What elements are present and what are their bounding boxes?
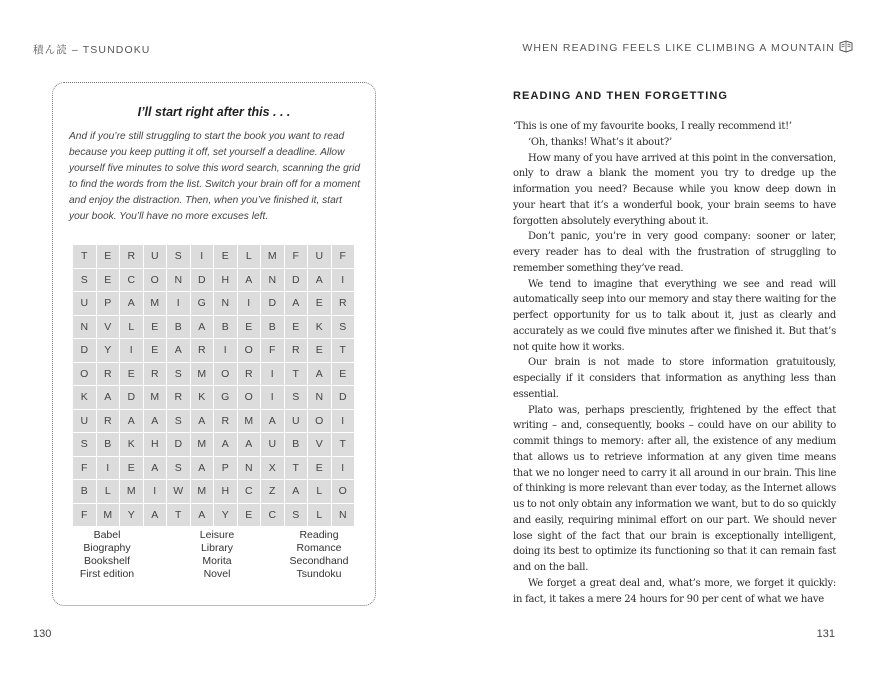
grid-cell: A <box>191 410 214 433</box>
grid-cell: A <box>191 457 214 480</box>
word-list-item: Library <box>200 542 234 554</box>
grid-cell: L <box>238 245 261 268</box>
grid-cell: A <box>285 292 308 315</box>
grid-cell: O <box>214 363 237 386</box>
word-list-item: Leisure <box>199 529 235 541</box>
grid-cell: R <box>120 245 143 268</box>
grid-cell: B <box>261 316 284 339</box>
grid-cell: X <box>261 457 284 480</box>
grid-cell: I <box>191 245 214 268</box>
word-list-column-2 <box>179 529 255 581</box>
section-heading: READING AND THEN FORGETTING <box>513 90 729 102</box>
word-search-box <box>52 82 376 606</box>
grid-cell: V <box>308 433 331 456</box>
grid-cell: N <box>332 504 355 527</box>
grid-cell: Y <box>120 504 143 527</box>
grid-cell: R <box>332 292 355 315</box>
grid-cell: A <box>238 269 261 292</box>
body-paragraph: We tend to imagine that everything we see and read will automatically seep into our memory and stay there waiting for the perfect opportunity for us to talk about it, just as clearly and accurately as we could five minutes after we finished it. But that’s not quite how it works. <box>513 278 836 353</box>
body-paragraph: Plato was, perhaps presciently, frightened by the effect that writing – and, consequently, books – could have on our ability to commit things to memory: after all, the existence of any medium that allows us to retrieve information at any given time means that we no longer need to carry it all around in our brain. This line of thinking is more relevant than ever today, as the Internet allows us to not only obtain any information we want, but to do so quickly and easily, requiring minimal effort on our part. We should never lose sight of the fact that our brain is exceptionally intelligent, doing its best to optimize its functioning so that it can remain fast and on the ball. <box>513 404 836 573</box>
grid-cell: U <box>285 410 308 433</box>
grid-cell: Y <box>214 504 237 527</box>
grid-cell: M <box>191 480 214 503</box>
grid-cell: A <box>191 316 214 339</box>
grid-cell: E <box>238 316 261 339</box>
grid-cell: E <box>144 316 167 339</box>
grid-cell: G <box>191 292 214 315</box>
grid-cell: O <box>238 339 261 362</box>
grid-cell: A <box>120 410 143 433</box>
grid-cell: E <box>144 339 167 362</box>
grid-cell: T <box>285 363 308 386</box>
grid-cell: A <box>144 504 167 527</box>
grid-cell: A <box>144 410 167 433</box>
grid-cell: I <box>144 480 167 503</box>
grid-cell: I <box>261 363 284 386</box>
grid-cell: C <box>120 269 143 292</box>
grid-cell: I <box>167 292 190 315</box>
body-paragraph: Don’t panic, you’re in very good company: sooner or later, every reader has to deal with the frustration of struggling to remember something they’ve read. <box>513 231 836 274</box>
grid-cell: F <box>73 504 96 527</box>
grid-cell: V <box>97 316 120 339</box>
grid-cell: A <box>261 410 284 433</box>
grid-cell: A <box>144 457 167 480</box>
grid-cell: E <box>120 363 143 386</box>
body-text <box>513 119 836 607</box>
grid-cell: A <box>285 480 308 503</box>
grid-cell: M <box>144 386 167 409</box>
grid-cell: I <box>214 339 237 362</box>
grid-cell: T <box>167 504 190 527</box>
word-list-item: Morita <box>202 555 232 567</box>
grid-cell: T <box>332 339 355 362</box>
grid-cell: A <box>97 386 120 409</box>
grid-cell: F <box>332 245 355 268</box>
grid-cell: I <box>261 386 284 409</box>
grid-cell: E <box>332 363 355 386</box>
grid-cell: F <box>73 457 96 480</box>
grid-cell: A <box>214 433 237 456</box>
word-list-item: Reading <box>299 529 339 541</box>
grid-cell: M <box>238 410 261 433</box>
grid-cell: E <box>97 245 120 268</box>
grid-cell: A <box>167 339 190 362</box>
grid-cell: L <box>120 316 143 339</box>
grid-cell: U <box>261 433 284 456</box>
grid-cell: R <box>238 363 261 386</box>
grid-cell: S <box>332 316 355 339</box>
body-paragraph: ‘This is one of my favourite books, I really recommend it!’ <box>513 121 792 132</box>
grid-cell: Y <box>97 339 120 362</box>
word-list-item: Tsundoku <box>296 568 342 580</box>
grid-cell: B <box>285 433 308 456</box>
word-list-item: Bookshelf <box>83 555 131 567</box>
grid-cell: O <box>238 386 261 409</box>
grid-cell: M <box>97 504 120 527</box>
body-paragraph: We forget a great deal and, what’s more, we forget it quickly: in fact, it takes a mere 24 hours for 90 per cent of what we have <box>513 577 836 605</box>
grid-cell: R <box>97 363 120 386</box>
grid-cell: C <box>238 480 261 503</box>
grid-cell: D <box>332 386 355 409</box>
box-intro: And if you’re still struggling to start the book you want to read because you keep putting it off, set yourself a deadline. Allow yourself five minutes to solve this word search, scanning the grid to find the words from the list. Switch your brain off for a moment and enjoy the distraction. Then, when you’ve finished it, start your book. You’ll have no more excuses left. <box>69 131 361 222</box>
grid-cell: C <box>261 504 284 527</box>
body-paragraph: ‘Oh, thanks! What’s it about?’ <box>528 136 672 148</box>
grid-cell: E <box>214 245 237 268</box>
grid-cell: B <box>97 433 120 456</box>
grid-cell: N <box>167 269 190 292</box>
grid-cell: A <box>308 363 331 386</box>
grid-cell: D <box>285 269 308 292</box>
grid-cell: S <box>285 504 308 527</box>
running-head-right: WHEN READING FEELS LIKE CLIMBING A MOUNTAIN <box>522 42 835 54</box>
grid-cell: N <box>308 386 331 409</box>
word-list-item: Romance <box>296 542 342 554</box>
grid-cell: E <box>308 292 331 315</box>
grid-cell: F <box>261 339 284 362</box>
grid-cell: S <box>285 386 308 409</box>
word-list-item: Babel <box>93 529 121 541</box>
grid-cell: M <box>120 480 143 503</box>
word-list-item: Novel <box>203 568 231 580</box>
grid-cell: Z <box>261 480 284 503</box>
grid-cell: N <box>214 292 237 315</box>
word-list-item: First edition <box>79 568 135 580</box>
grid-cell: L <box>308 504 331 527</box>
grid-cell: F <box>285 245 308 268</box>
grid-cell: O <box>308 410 331 433</box>
body-paragraph: Our brain is not made to store information gratuitously, especially if it considers that information as anything less than essential. <box>513 357 836 400</box>
grid-cell: H <box>214 269 237 292</box>
page-number-left: 130 <box>33 628 52 640</box>
grid-cell: S <box>73 433 96 456</box>
grid-cell: S <box>167 245 190 268</box>
grid-cell: L <box>308 480 331 503</box>
grid-cell: W <box>167 480 190 503</box>
grid-cell: M <box>191 363 214 386</box>
grid-cell: O <box>73 363 96 386</box>
grid-cell: P <box>214 457 237 480</box>
box-title: I’ll start right after this . . . <box>137 105 291 119</box>
grid-cell: I <box>332 410 355 433</box>
grid-cell: M <box>191 433 214 456</box>
grid-cell: H <box>214 480 237 503</box>
grid-cell: K <box>308 316 331 339</box>
word-list-column-1 <box>71 529 143 581</box>
body-paragraph: How many of you have arrived at this point in the conversation, only to draw a blank the moment you try to dredge up the information you need? Because while you know deep down in your heart that it’s a wonderful book, your brain seems to have forgotten absolutely everything about it. <box>513 152 836 227</box>
grid-cell: E <box>285 316 308 339</box>
book-icon <box>839 39 853 53</box>
grid-cell: L <box>97 480 120 503</box>
grid-cell: U <box>73 410 96 433</box>
grid-cell: D <box>261 292 284 315</box>
grid-cell: M <box>144 292 167 315</box>
grid-cell: R <box>214 410 237 433</box>
grid-cell: I <box>238 292 261 315</box>
grid-cell: D <box>73 339 96 362</box>
word-list-item: Biography <box>83 542 131 554</box>
grid-cell: K <box>191 386 214 409</box>
grid-cell: N <box>73 316 96 339</box>
grid-cell: R <box>97 410 120 433</box>
grid-cell: S <box>73 269 96 292</box>
grid-cell: B <box>167 316 190 339</box>
grid-cell: E <box>120 457 143 480</box>
word-list-column-3 <box>279 529 359 581</box>
grid-cell: O <box>144 269 167 292</box>
grid-cell: R <box>167 386 190 409</box>
grid-cell: B <box>73 480 96 503</box>
grid-cell: R <box>285 339 308 362</box>
grid-cell: A <box>308 269 331 292</box>
grid-cell: K <box>73 386 96 409</box>
grid-cell: I <box>120 339 143 362</box>
grid-cell: U <box>308 245 331 268</box>
grid-cell: N <box>261 269 284 292</box>
page-number-right: 131 <box>816 628 835 640</box>
word-search-grid <box>73 245 354 526</box>
grid-cell: E <box>97 269 120 292</box>
grid-cell: I <box>332 457 355 480</box>
grid-cell: S <box>167 363 190 386</box>
grid-cell: E <box>308 339 331 362</box>
grid-cell: S <box>167 457 190 480</box>
grid-cell: I <box>97 457 120 480</box>
grid-cell: O <box>332 480 355 503</box>
grid-cell: D <box>167 433 190 456</box>
grid-cell: R <box>144 363 167 386</box>
grid-cell: R <box>191 339 214 362</box>
grid-cell: U <box>144 245 167 268</box>
running-head-left: 積ん読 – TSUNDOKU <box>33 44 151 56</box>
grid-cell: B <box>214 316 237 339</box>
grid-cell: P <box>97 292 120 315</box>
grid-cell: H <box>144 433 167 456</box>
grid-cell: N <box>238 457 261 480</box>
grid-cell: A <box>238 433 261 456</box>
grid-cell: A <box>191 504 214 527</box>
grid-cell: T <box>73 245 96 268</box>
grid-cell: D <box>191 269 214 292</box>
grid-cell: T <box>332 433 355 456</box>
grid-cell: E <box>238 504 261 527</box>
grid-cell: D <box>120 386 143 409</box>
grid-cell: E <box>308 457 331 480</box>
grid-cell: S <box>167 410 190 433</box>
grid-cell: A <box>120 292 143 315</box>
word-list-item: Secondhand <box>289 555 349 567</box>
grid-cell: M <box>261 245 284 268</box>
grid-cell: T <box>285 457 308 480</box>
grid-cell: G <box>214 386 237 409</box>
grid-cell: U <box>73 292 96 315</box>
grid-cell: I <box>332 269 355 292</box>
grid-cell: K <box>120 433 143 456</box>
